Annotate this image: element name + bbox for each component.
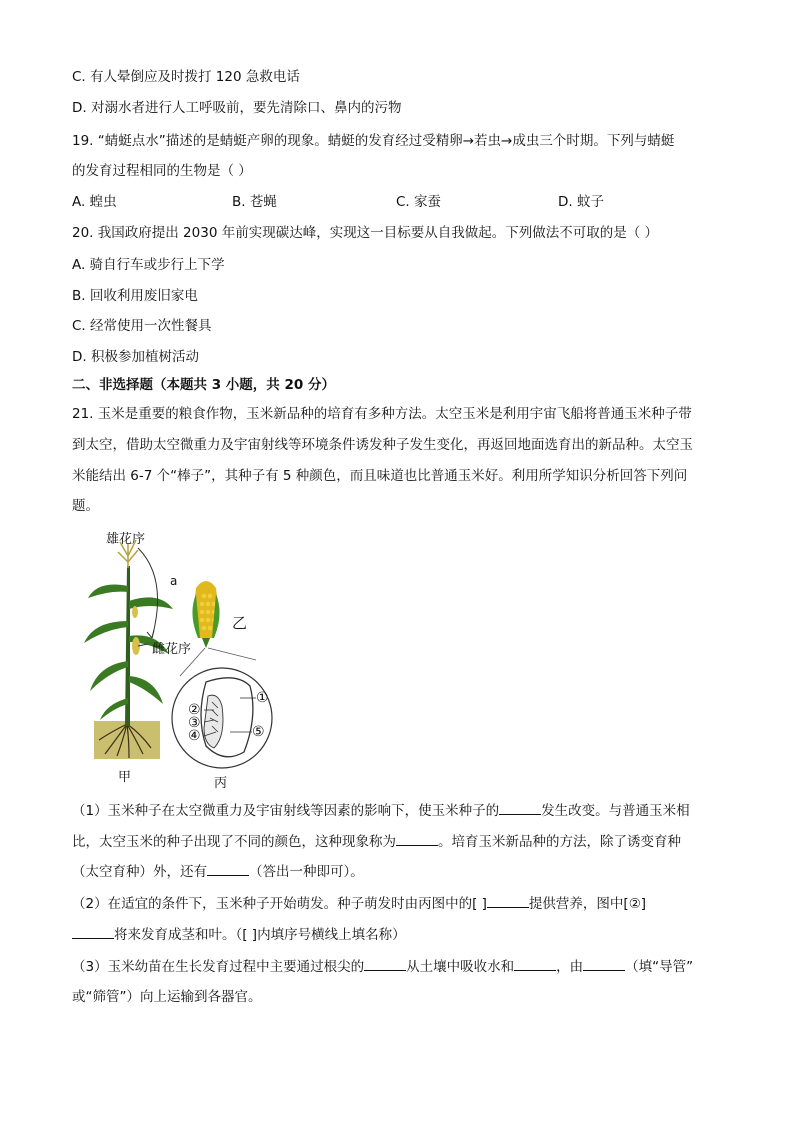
q21-p1-d: 。培育玉米新品种的方法，除了诱变育种 <box>438 834 681 850</box>
answer-blank-2[interactable] <box>396 831 438 846</box>
label-bing: 丙 <box>214 776 228 791</box>
q21-p1-c: 比，太空玉米的种子出现了不同的颜色，这种现象称为 <box>72 834 396 850</box>
label-jia: 甲 <box>118 770 132 785</box>
callout-4: ④ <box>188 728 201 744</box>
answer-blank-8[interactable] <box>583 956 625 971</box>
q21-stem-line4: 题。 <box>72 498 99 514</box>
q21-stem-line2: 到太空，借助太空微重力及宇宙射线等环境条件诱发种子发生变化，再返回地面选育出的新品种。太空玉 <box>72 437 693 453</box>
q21-p3-b: 从土壤中吸收水和 <box>406 959 515 975</box>
label-male-inflorescence: 雄花序 <box>106 532 146 547</box>
q18-option-c: C. 有人晕倒应及时拨打 120 急救电话 <box>72 69 300 85</box>
corn-ear <box>192 581 219 648</box>
q21-part1-line2 <box>72 831 681 852</box>
answer-blank-3[interactable] <box>207 861 249 876</box>
label-a: a <box>170 574 178 588</box>
q21-part2-line1 <box>72 893 646 914</box>
q19-stem-line2: 的发育过程相同的生物是（ ） <box>72 163 252 179</box>
answer-blank-7[interactable] <box>514 956 556 971</box>
q21-p2-c: 将来发育成茎和叶。（[ ]内填序号横线上填名称） <box>114 927 406 943</box>
seed-section <box>201 678 253 757</box>
q20-option-c: C. 经常使用一次性餐具 <box>72 318 212 334</box>
q21-stem-line3: 米能结出 6-7 个“棒子”，其种子有 5 种颜色，而且味道也比普通玉米好。利用所学知识分析回答下列问 <box>72 468 688 484</box>
corn-figure <box>80 526 310 791</box>
q19-option-b: B. 苍蝇 <box>232 194 277 210</box>
answer-blank-5[interactable] <box>72 924 114 939</box>
q21-part3-line2: 或“筛管”）向上运输到各器官。 <box>72 989 262 1005</box>
callout-3: ③ <box>188 715 201 731</box>
q21-part1-line1 <box>72 800 690 821</box>
callout-5: ⑤ <box>252 724 265 740</box>
q21-p1-e: （太空育种）外，还有 <box>72 864 207 880</box>
q21-p2-b: 提供营养，图中[②] <box>528 896 647 912</box>
q21-part1-line3 <box>72 861 364 882</box>
q20-option-a: A. 骑自行车或步行上下学 <box>72 257 225 273</box>
pollination-arrow <box>138 548 158 638</box>
q21-part3-line1 <box>72 956 693 977</box>
q21-part2-line2 <box>72 924 406 945</box>
label-yi: 乙 <box>232 614 248 632</box>
q21-p3-a: （3）玉米幼苗在生长发育过程中主要通过根尖的 <box>72 959 365 975</box>
corn-illustration <box>80 526 310 791</box>
q20-option-b: B. 回收利用废旧家电 <box>72 288 198 304</box>
q19-option-a: A. 蝗虫 <box>72 194 117 210</box>
q21-p1-f: （答出一种即可）。 <box>249 864 364 880</box>
label-female-inflorescence: 雌花序 <box>152 642 192 657</box>
q19-option-c: C. 家蚕 <box>396 194 442 210</box>
q20-stem: 20. 我国政府提出 2030 年前实现碳达峰，实现这一目标要从自我做起。下列做法不可取的是（ ） <box>72 225 658 241</box>
callout-1: ① <box>256 690 269 706</box>
q21-p3-c: ，由 <box>556 959 584 975</box>
q21-p1-a: （1）玉米种子在太空微重力及宇宙射线等因素的影响下，使玉米种子的 <box>72 803 500 819</box>
answer-blank-6[interactable] <box>364 956 406 971</box>
answer-blank-1[interactable] <box>499 800 541 815</box>
answer-blank-4[interactable] <box>487 893 529 908</box>
section-heading: 二、非选择题（本题共 3 小题，共 20 分） <box>72 377 335 393</box>
callout-2: ② <box>188 702 201 718</box>
q21-stem-line1: 21. 玉米是重要的粮食作物，玉米新品种的培育有多种方法。太空玉米是利用宇宙飞船将普通玉米种子带 <box>72 406 692 422</box>
q19-stem-line1: 19. “蜻蜓点水”描述的是蜻蜓产卵的现象。蜻蜓的发育经过受精卵→若虫→成虫三个时期。下列与蜻蜓 <box>72 133 675 149</box>
q21-p2-a: （2）在适宜的条件下，玉米种子开始萌发。种子萌发时由丙图中的[ ] <box>72 896 487 912</box>
q21-p3-d: （填“导管” <box>625 959 694 975</box>
q21-p1-b: 发生改变。与普通玉米相 <box>541 803 690 819</box>
small-ear-upper <box>132 606 138 618</box>
q18-option-d: D. 对溺水者进行人工呼吸前，要先清除口、鼻内的污物 <box>72 100 402 116</box>
q20-option-d: D. 积极参加植树活动 <box>72 349 199 365</box>
q19-option-d: D. 蚊子 <box>558 194 604 210</box>
